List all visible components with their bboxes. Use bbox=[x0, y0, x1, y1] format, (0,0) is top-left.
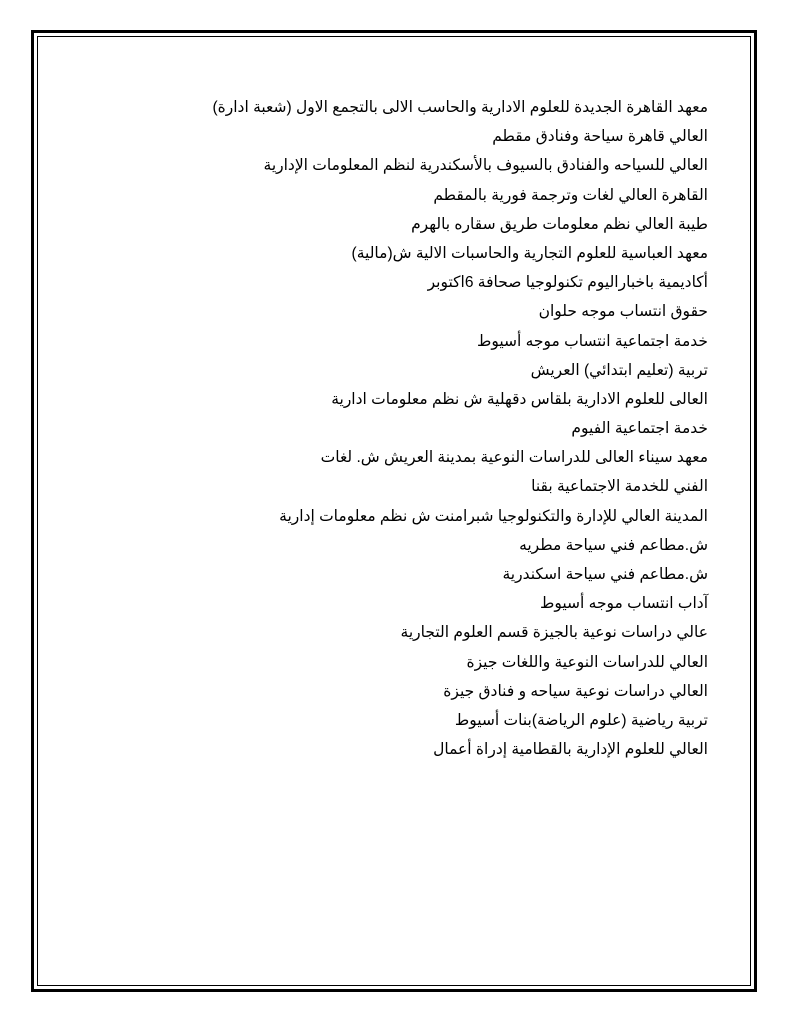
list-item: تربية رياضية (علوم الرياضة)بنات أسيوط bbox=[454, 711, 708, 729]
list-item: الفني للخدمة الاجتماعية بقنا bbox=[531, 478, 708, 496]
list-item: العالي للعلوم الإدارية بالقطامية إدراة أعمال bbox=[433, 741, 708, 759]
list-item: ش.مطاعم فني سياحة مطريه bbox=[519, 536, 708, 554]
list-item: معهد القاهرة الجديدة للعلوم الادارية والحاسب الالى بالتجمع الاول (شعبة ادارة) bbox=[212, 99, 708, 116]
list-item: المدينة العالي للإدارة والتكنولوجيا شبرامنت ش نظم معلومات إدارية bbox=[279, 507, 708, 525]
list-item: العالي قاهرة سياحة وفنادق مقطم bbox=[492, 128, 708, 146]
list-item: أكاديمية باخباراليوم تكنولوجيا صحافة 6اكتوبر bbox=[427, 274, 708, 292]
list-item: آداب انتساب موجه أسيوط bbox=[540, 595, 708, 613]
list-item: العالي للدراسات النوعية واللغات جيزة bbox=[466, 653, 708, 671]
list-item: عالي دراسات نوعية بالجيزة قسم العلوم التجارية bbox=[400, 624, 708, 642]
list-item: خدمة اجتماعية انتساب موجه أسيوط bbox=[477, 332, 708, 350]
list-item: طيبة العالي نظم معلومات طريق سقاره بالهرم bbox=[411, 215, 708, 233]
list-item: معهد العباسية للعلوم التجارية والحاسبات الالية ش(مالية) bbox=[351, 244, 708, 262]
list-item: تربية (تعليم ابتدائي) العريش bbox=[530, 361, 708, 379]
list-item: العالي دراسات نوعية سياحه و فنادق جيزة bbox=[443, 682, 708, 700]
list-item: العالي للسياحه والفنادق بالسيوف بالأسكندرية لنظم المعلومات الإدارية bbox=[263, 157, 708, 175]
list-item: القاهرة العالي لغات وترجمة فورية بالمقطم bbox=[433, 186, 708, 204]
list-item: معهد سيناء العالى للدراسات النوعية بمدينة العريش ش. لغات bbox=[320, 449, 708, 467]
list-item: العالى للعلوم الادارية بلقاس دقهلية ش نظم معلومات ادارية bbox=[331, 390, 708, 408]
list-item: حقوق انتساب موجه حلوان bbox=[538, 303, 708, 321]
list-item: ش.مطاعم فني سياحة اسكندرية bbox=[502, 566, 708, 583]
list-item: خدمة اجتماعية الفيوم bbox=[571, 420, 708, 438]
institute-list bbox=[212, 93, 708, 764]
